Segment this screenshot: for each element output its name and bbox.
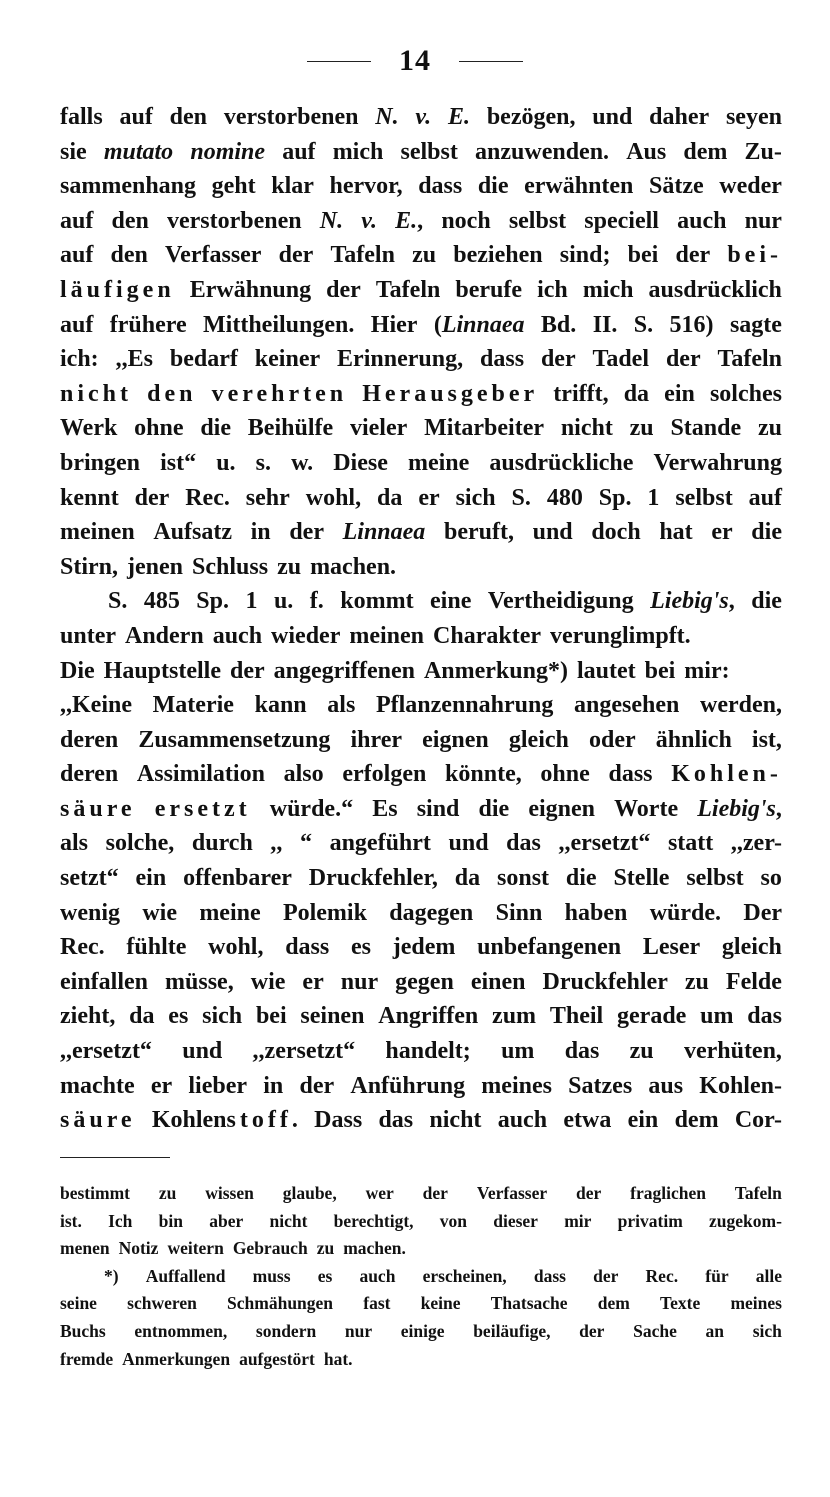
footnote-line: *) Auffallend muss es auch erscheinen, dass der Rec. für alle — [104, 1265, 782, 1286]
text-line: einfallen müsse, wie er nur gegen einen Druckfehler zu Felde — [60, 968, 782, 995]
text-line: zieht, da es sich bei seinen Angriffen zum Theil gerade um das — [60, 1003, 782, 1030]
main-text — [60, 100, 782, 1138]
footnote-line: seine schweren Schmähungen fast keine Thatsache dem Texte meines — [60, 1293, 782, 1314]
footnotes — [60, 1180, 782, 1373]
text-line: sie mutato nomine auf mich selbst anzuwenden. Aus dem Zu- — [60, 138, 782, 165]
text-line: unter Andern auch wieder meinen Charakter verunglimpft. — [60, 622, 691, 649]
text-line: deren Zusammensetzung ihrer eignen gleich oder ähnlich ist, — [60, 726, 782, 753]
text-line: ,,Keine Materie kann als Pflanzennahrung angesehen werden, — [60, 692, 782, 719]
text-line: meinen Aufsatz in der Linnaea beruft, und doch hat er die — [60, 519, 782, 546]
footnote-line: menen Notiz weitern Gebrauch zu machen. — [60, 1238, 406, 1259]
text-line: Stirn, jenen Schluss zu machen. — [60, 553, 397, 580]
text-line: läufigen Erwähnung der Tafeln berufe ich mich ausdrücklich — [60, 276, 782, 303]
text-line: Die Hauptstelle der angegriffenen Anmerkung*) lautet bei mir: — [60, 657, 730, 684]
text-line: Werk ohne die Beihülfe vieler Mitarbeiter nicht zu Stande zu — [60, 415, 782, 442]
footnote-line: Buchs entnommen, sondern nur einige beiläufige, der Sache an sich — [60, 1320, 782, 1341]
footnote-separator — [60, 1157, 170, 1158]
text-line: nicht den verehrten Herausgeber trifft, da ein solches — [60, 380, 782, 407]
page-number: 14 — [399, 44, 431, 77]
text-line: deren Assimilation also erfolgen könnte, ohne dass Kohlen- — [60, 761, 782, 788]
text-line: falls auf den verstorbenen N. v. E. bezögen, und daher seyen — [60, 104, 782, 130]
text-line: machte er lieber in der Anführung meines Satzes aus Kohlen- — [60, 1072, 782, 1099]
text-line: ,,ersetzt“ und ,,zersetzt“ handelt; um das zu verhüten, — [60, 1038, 782, 1065]
footnote-line: fremde Anmerkungen aufgestört hat. — [60, 1348, 353, 1369]
text-line: säure Kohlenstoff. Dass das nicht auch etwa ein dem Cor- — [60, 1107, 782, 1134]
header-rule-right — [459, 61, 523, 62]
text-line: auf frühere Mittheilungen. Hier (Linnaea Bd. II. S. 516) sagte — [60, 311, 782, 338]
page-header — [0, 44, 830, 78]
footnote-line: bestimmt zu wissen glaube, wer der Verfasser der fraglichen Tafeln — [60, 1183, 782, 1203]
text-line: setzt“ ein offenbarer Druckfehler, da sonst die Stelle selbst so — [60, 865, 782, 892]
header-rule-left — [307, 61, 371, 62]
text-line: Rec. fühlte wohl, dass es jedem unbefangenen Leser gleich — [60, 934, 782, 961]
footnote-line: ist. Ich bin aber nicht berechtigt, von dieser mir privatim zugekom- — [60, 1210, 782, 1231]
text-line: als solche, durch ,, “ angeführt und das ,,ersetzt“ statt ,,zer- — [60, 830, 782, 857]
text-line: S. 485 Sp. 1 u. f. kommt eine Vertheidigung Liebig's, die — [108, 588, 782, 615]
text-line: ich: ,,Es bedarf keiner Erinnerung, dass der Tadel der Tafeln — [60, 346, 782, 373]
text-line: bringen ist“ u. s. w. Diese meine ausdrückliche Verwahrung — [60, 449, 782, 476]
text-line: auf den verstorbenen N. v. E., noch selbst speciell auch nur — [60, 207, 782, 234]
text-line: säure ersetzt würde.“ Es sind die eignen Worte Liebig's, — [60, 795, 782, 822]
text-line: kennt der Rec. sehr wohl, da er sich S. 480 Sp. 1 selbst auf — [60, 484, 782, 511]
text-line: sammenhang geht klar hervor, dass die erwähnten Sätze weder — [60, 173, 782, 200]
text-line: wenig wie meine Polemik dagegen Sinn haben würde. Der — [60, 899, 782, 926]
text-line: auf den Verfasser der Tafeln zu beziehen sind; bei der bei- — [60, 242, 782, 269]
